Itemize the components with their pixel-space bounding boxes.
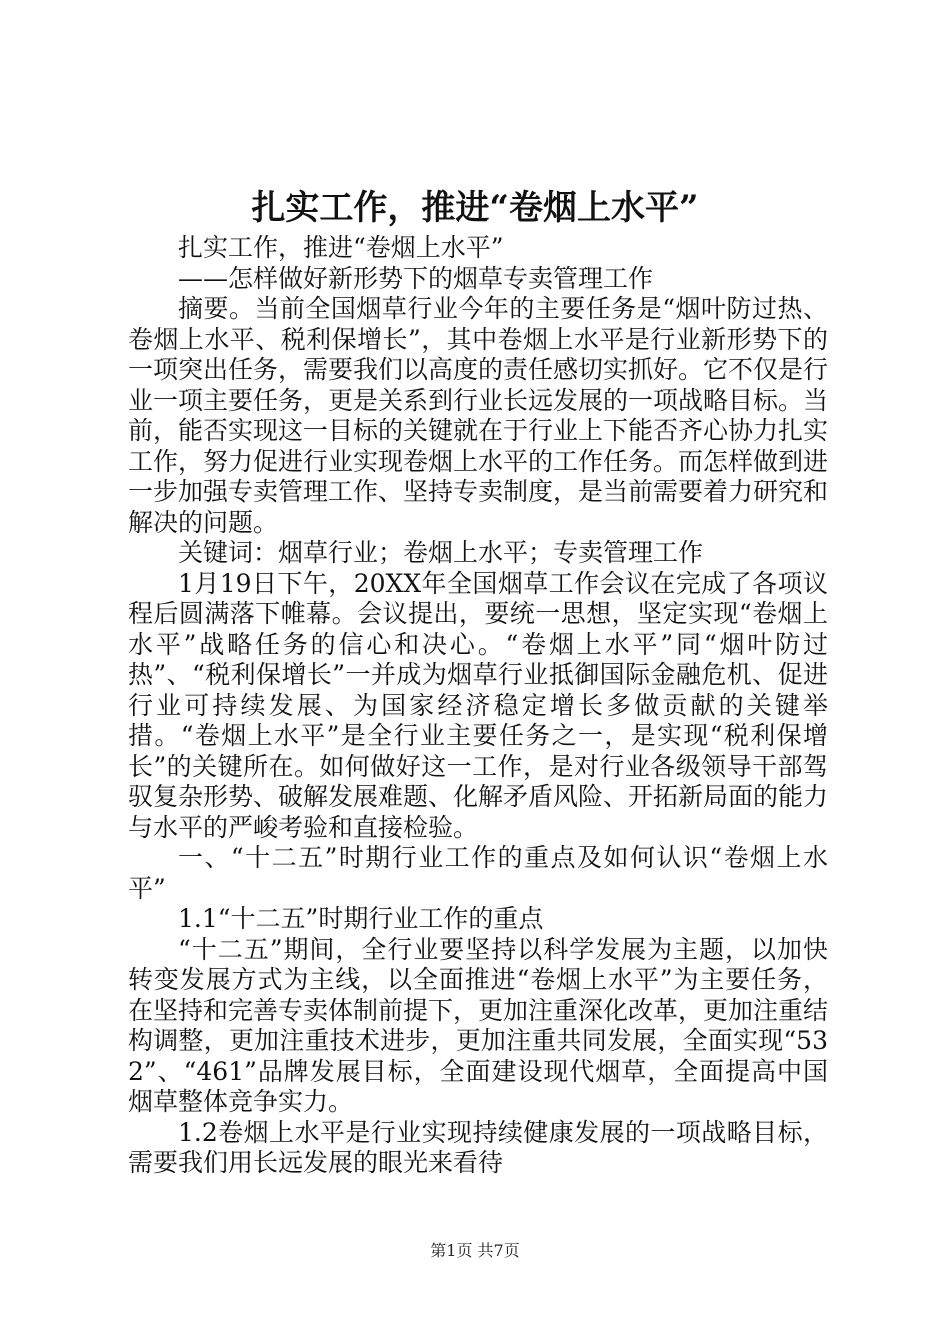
subsection-heading-1-1: 1.1“十二五”时期行业工作的重点 bbox=[178, 904, 544, 933]
subtitle-line-2: ——怎样做好新形势下的烟草专卖管理工作 bbox=[178, 263, 654, 293]
document-title: 扎实工作，推进“卷烟上水平” bbox=[251, 188, 699, 228]
abstract-paragraph: 摘要。当前全国烟草行业今年的主要任务是“烟叶防过热、卷烟上水平、税利保增长”，其中卷烟上水平是行业新形势下的一项突出任务，需要我们以高度的责任感切实抓好。它不仅是行业一项主要任务，更是关系到行业长远发展的一项战略目标。当前，能否实现这一目标的关键就在于行业上下能否齐心协力扎实工作，努力促进行业实现卷烟上水平的工作任务。而怎样做到进一步加强专卖管理工作、坚持专卖制度，是当前需要着力研究和解决的问题。 bbox=[128, 294, 829, 537]
page-number-footer: 第1页 共7页 bbox=[430, 1241, 520, 1260]
document-body bbox=[128, 233, 828, 1179]
keywords-paragraph: 关键词：烟草行业；卷烟上水平；专卖管理工作 bbox=[178, 538, 704, 567]
subsection-heading-1-2: 1.2卷烟上水平是行业实现持续健康发展的一项战略目标，需要我们用长远发展的眼光来看待 bbox=[128, 1117, 828, 1177]
subtitle-line: 扎实工作，推进“卷烟上水平” bbox=[178, 233, 504, 262]
section-heading-1: 一、“十二五”时期行业工作的重点及如何认识“卷烟上水平” bbox=[128, 843, 828, 903]
section-1-1-paragraph: “十二五”期间，全行业要坚持以科学发展为主题，以加快转变发展方式为主线，以全面推进“卷烟上水平”为主要任务，在坚持和完善专卖体制前提下，更加注重深化改革，更加注重结构调整，更加注重技术进步，更加注重共同发展，全面实现“532”、“461”品牌发展目标，全面建设现代烟草，全面提高中国烟草整体竞争实力。 bbox=[128, 934, 829, 1116]
intro-paragraph: 1月19日下午，20XX年全国烟草工作会议在完成了各项议程后圆满落下帷幕。会议提出，要统一思想，坚定实现“卷烟上水平”战略任务的信心和决心。“卷烟上水平”同“烟叶防过热”、“税利保增长”一并成为烟草行业抵御国际金融危机、促进行业可持续发展、为国家经济稳定增长多做贡献的关键举措。“卷烟上水平”是全行业主要任务之一，是实现“税利保增长”的关键所在。如何做好这一工作，是对行业各级领导干部驾驭复杂形势、破解发展难题、化解矛盾风险、开拓新局面的能力与水平的严峻考验和直接检验。 bbox=[128, 568, 829, 842]
